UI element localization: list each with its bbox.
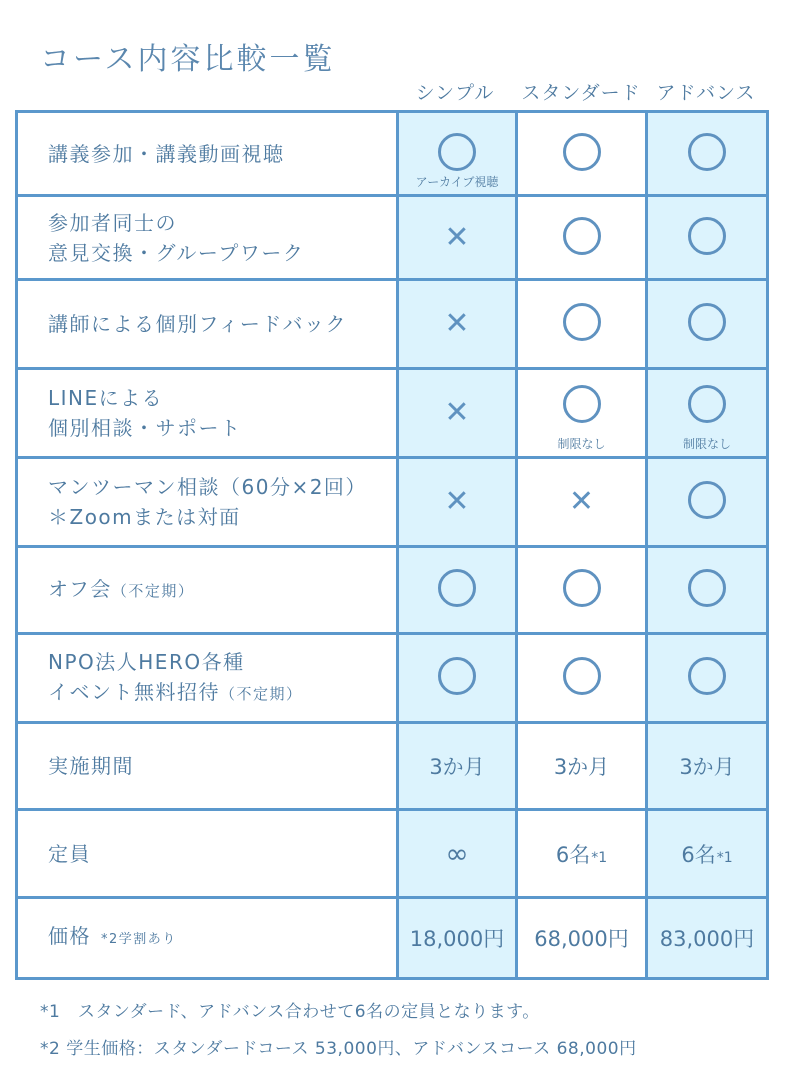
circle-mark-icon — [688, 217, 726, 255]
cell-standard — [517, 634, 647, 723]
row-label: 価格 *2学割あり — [17, 898, 398, 979]
row-label: 定員 — [17, 810, 398, 898]
period-simple: 3か月 — [398, 723, 517, 810]
price-standard: 68,000円 — [517, 898, 647, 979]
table-row — [17, 369, 768, 458]
cross-mark-icon: ✕ — [444, 219, 470, 255]
cell-advance — [647, 369, 768, 458]
circle-mark-icon — [563, 133, 601, 171]
circle-mark-icon — [438, 569, 476, 607]
circle-mark-icon — [438, 133, 476, 171]
comparison-table — [15, 110, 769, 980]
cross-mark-icon: ✕ — [444, 306, 470, 341]
cell-standard — [517, 458, 647, 547]
column-header-simple: シンプル — [415, 82, 495, 104]
cell-advance — [647, 196, 768, 280]
row-label: オフ会（不定期） — [17, 547, 398, 634]
page-title: コース内容比較一覧 — [40, 42, 336, 77]
cross-mark-icon: ✕ — [444, 484, 470, 519]
footnote-2: *2 学生価格：スタンダードコース 53,000円、アドバンスコース 68,000円 — [40, 1039, 637, 1059]
table-row — [17, 458, 768, 547]
cell-note: アーカイブ視聴 — [415, 175, 499, 189]
circle-mark-icon — [563, 303, 601, 341]
footnote-1: *1 スタンダード、アドバンス合わせて6名の定員となります。 — [40, 1002, 540, 1022]
circle-mark-icon — [563, 385, 601, 423]
circle-mark-icon — [563, 217, 601, 255]
column-header-advance: アドバンス — [656, 82, 756, 104]
row-label: 講師による個別フィードバック — [17, 280, 398, 369]
table-row — [17, 196, 768, 280]
circle-mark-icon — [688, 569, 726, 607]
table-row-period — [17, 723, 768, 810]
circle-mark-icon — [688, 657, 726, 695]
capacity-standard: 6名*1 — [517, 810, 647, 898]
table-row — [17, 547, 768, 634]
circle-mark-icon — [688, 303, 726, 341]
cell-standard — [517, 196, 647, 280]
table-row-price — [17, 898, 768, 979]
cell-standard — [517, 369, 647, 458]
cell-simple — [398, 458, 517, 547]
cell-advance — [647, 112, 768, 196]
cell-advance — [647, 547, 768, 634]
circle-mark-icon — [563, 657, 601, 695]
cell-simple — [398, 280, 517, 369]
table-row-capacity — [17, 810, 768, 898]
capacity-advance: 6名*1 — [647, 810, 768, 898]
cell-advance — [647, 280, 768, 369]
row-label: LINEによる 個別相談・サポート — [17, 369, 398, 458]
cell-simple — [398, 547, 517, 634]
circle-mark-icon — [688, 481, 726, 519]
row-label: 参加者同士の 意見交換・グループワーク — [17, 196, 398, 280]
row-label: 実施期間 — [17, 723, 398, 810]
circle-mark-icon — [688, 133, 726, 171]
row-label: マンツーマン相談（60分×2回） ＊Zoomまたは対面 — [17, 458, 398, 547]
cell-standard — [517, 112, 647, 196]
cell-standard — [517, 280, 647, 369]
period-standard: 3か月 — [517, 723, 647, 810]
capacity-simple: ∞ — [398, 810, 517, 898]
period-advance: 3か月 — [647, 723, 768, 810]
table-row — [17, 112, 768, 196]
column-header-standard: スタンダード — [521, 82, 641, 104]
price-simple: 18,000円 — [398, 898, 517, 979]
cell-note: 制限なし — [682, 437, 731, 451]
price-advance: 83,000円 — [647, 898, 768, 979]
row-label: NPO法人HERO各種 イベント無料招待（不定期） — [17, 634, 398, 723]
table-row — [17, 280, 768, 369]
cell-simple — [398, 369, 517, 458]
cell-simple — [398, 196, 517, 280]
circle-mark-icon — [563, 569, 601, 607]
circle-mark-icon — [688, 385, 726, 423]
row-label: 講義参加・講義動画視聴 — [17, 112, 398, 196]
cell-simple — [398, 634, 517, 723]
cell-standard — [517, 547, 647, 634]
table-row — [17, 634, 768, 723]
cross-mark-icon: ✕ — [568, 484, 595, 519]
cross-mark-icon: ✕ — [444, 395, 470, 430]
cell-simple — [398, 112, 517, 196]
cell-advance — [647, 458, 768, 547]
cell-note: 制限なし — [557, 437, 606, 451]
cell-advance — [647, 634, 768, 723]
circle-mark-icon — [438, 657, 476, 695]
